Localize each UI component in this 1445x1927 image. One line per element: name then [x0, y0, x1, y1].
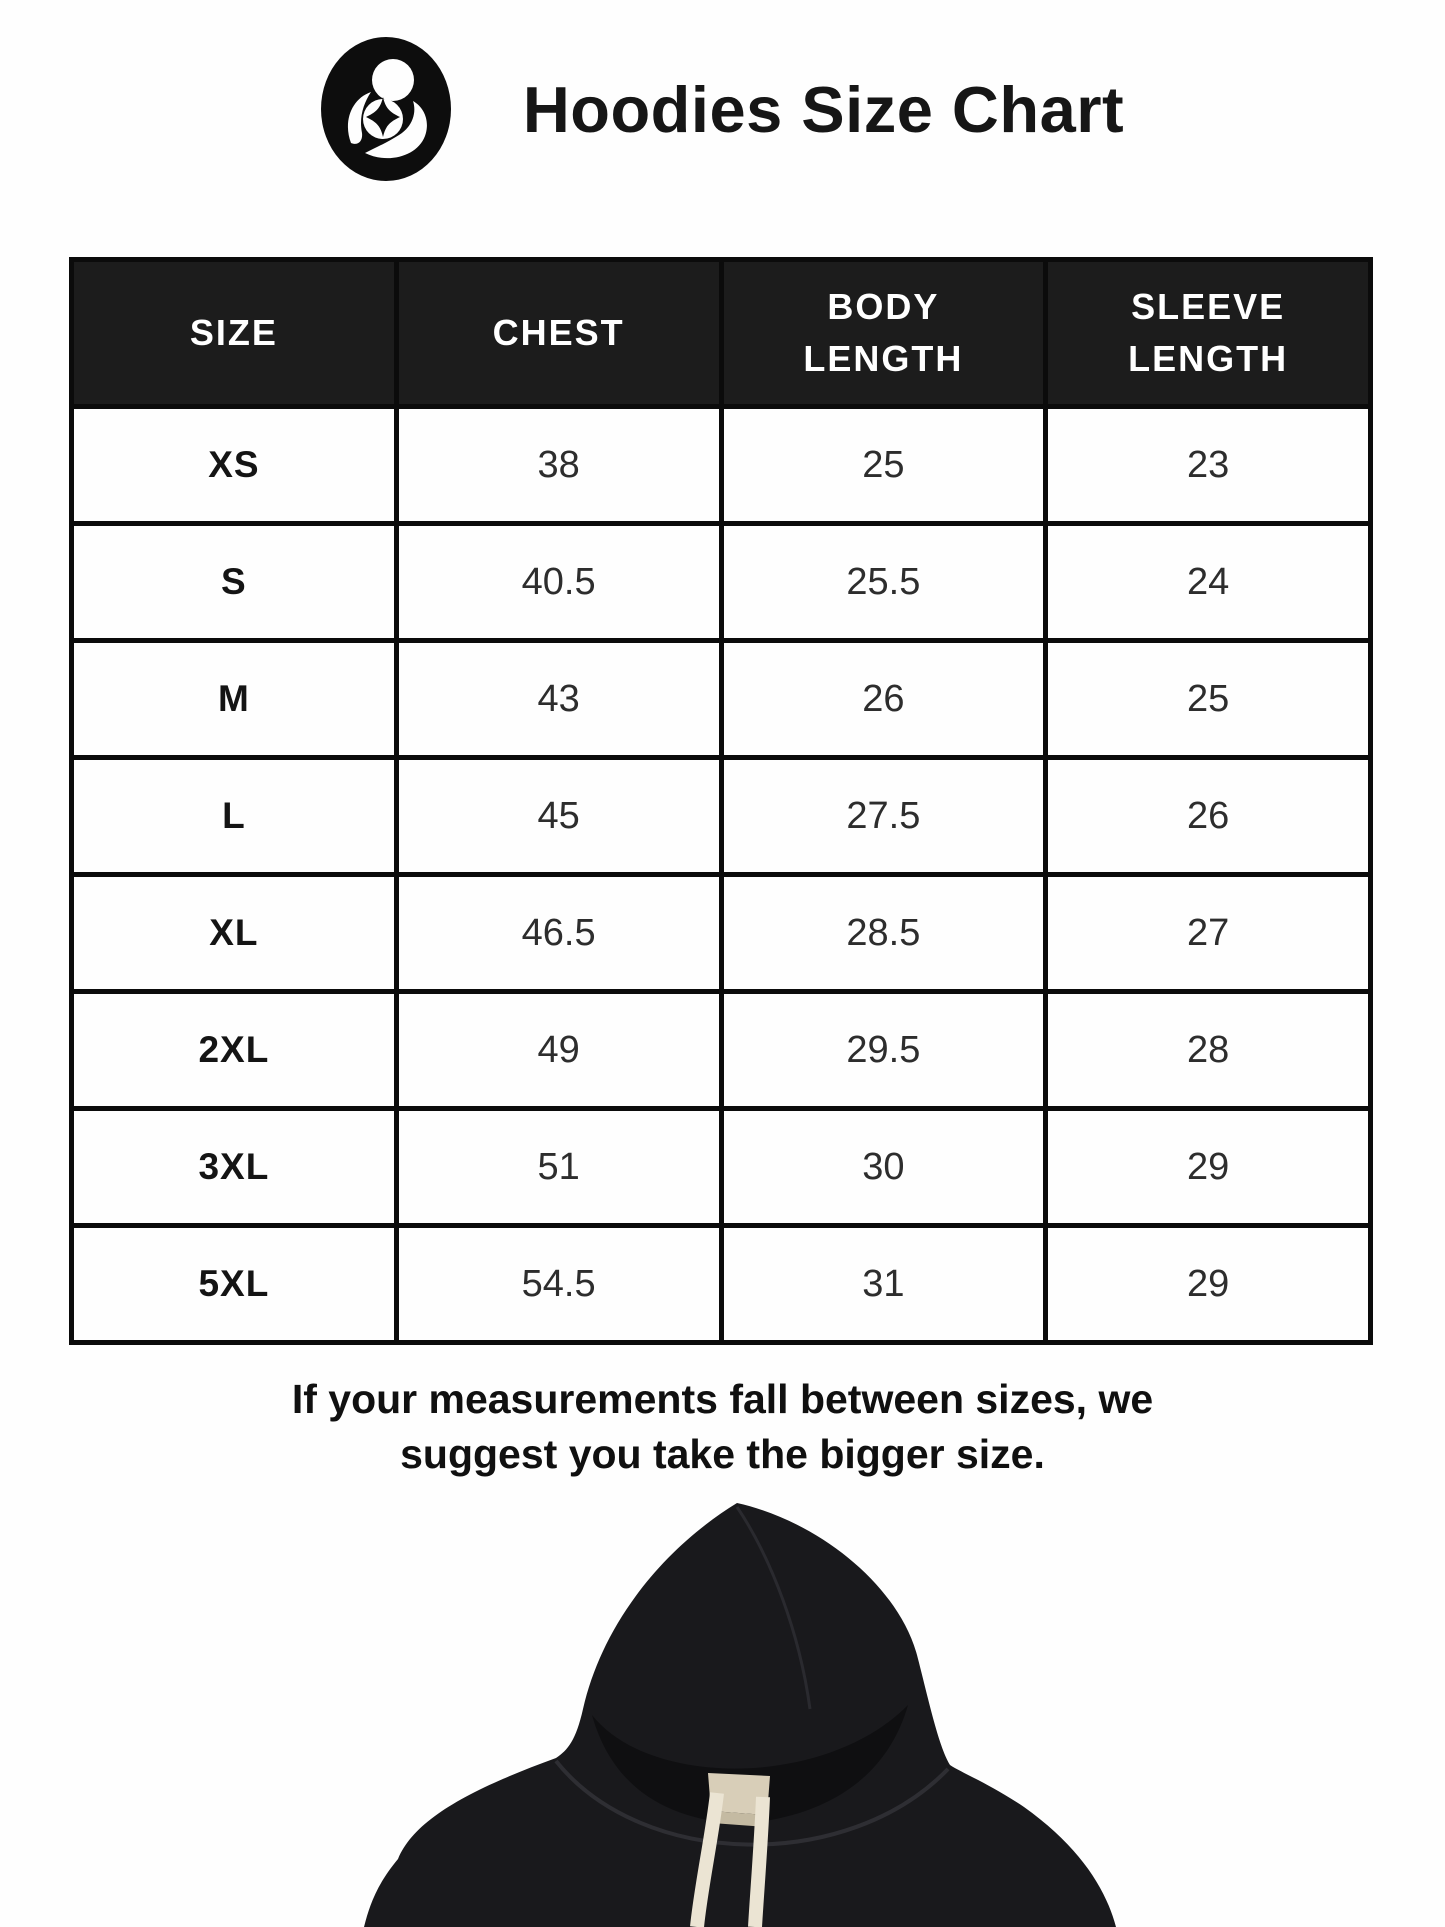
body-length-value: 30 — [721, 1109, 1046, 1226]
chest-value: 46.5 — [396, 875, 721, 992]
body-length-value: 26 — [721, 641, 1046, 758]
size-label: 2XL — [72, 992, 397, 1109]
header — [0, 0, 1445, 218]
size-label: XL — [72, 875, 397, 992]
body-length-value: 31 — [721, 1226, 1046, 1343]
table-row — [72, 992, 1371, 1109]
size-label: 3XL — [72, 1109, 397, 1226]
size-label: XS — [72, 407, 397, 524]
table-header-row — [72, 260, 1371, 407]
table-row — [72, 1109, 1371, 1226]
column-header-sleeve-length: SLEEVE LENGTH — [1046, 260, 1371, 407]
table-row — [72, 758, 1371, 875]
sleeve-length-value: 29 — [1046, 1109, 1371, 1226]
column-header-body-length: BODY LENGTH — [721, 260, 1046, 407]
body-length-value: 25 — [721, 407, 1046, 524]
chest-value: 51 — [396, 1109, 721, 1226]
table-row — [72, 641, 1371, 758]
size-note-line-1: If your measurements fall between sizes, we — [291, 1376, 1154, 1422]
size-label: L — [72, 758, 397, 875]
chest-value: 45 — [396, 758, 721, 875]
size-note-line-2: suggest you take the bigger size. — [400, 1431, 1045, 1477]
body-length-value: 28.5 — [721, 875, 1046, 992]
sleeve-length-value: 24 — [1046, 524, 1371, 641]
sleeve-length-value: 28 — [1046, 992, 1371, 1109]
hoodie-product-image — [0, 1497, 1445, 1927]
body-length-value: 29.5 — [721, 992, 1046, 1109]
brand-logo-icon — [321, 37, 451, 181]
chest-value: 38 — [396, 407, 721, 524]
chest-value: 54.5 — [396, 1226, 721, 1343]
size-chart-table — [69, 257, 1373, 1345]
sleeve-length-value: 25 — [1046, 641, 1371, 758]
sleeve-length-value: 27 — [1046, 875, 1371, 992]
table-row — [72, 407, 1371, 524]
sleeve-length-value: 26 — [1046, 758, 1371, 875]
column-header-chest: CHEST — [396, 260, 721, 407]
body-length-value: 25.5 — [721, 524, 1046, 641]
page-title: Hoodies Size Chart — [522, 72, 1125, 146]
sleeve-length-value: 29 — [1046, 1226, 1371, 1343]
table-row — [72, 875, 1371, 992]
sleeve-length-value: 23 — [1046, 407, 1371, 524]
body-length-value: 27.5 — [721, 758, 1046, 875]
size-label: 5XL — [72, 1226, 397, 1343]
size-label: M — [72, 641, 397, 758]
table-row — [72, 524, 1371, 641]
size-label: S — [72, 524, 397, 641]
column-header-size: SIZE — [72, 260, 397, 407]
chest-value: 43 — [396, 641, 721, 758]
chest-value: 40.5 — [396, 524, 721, 641]
chest-value: 49 — [396, 992, 721, 1109]
size-note — [0, 1372, 1445, 1482]
table-row — [72, 1226, 1371, 1343]
